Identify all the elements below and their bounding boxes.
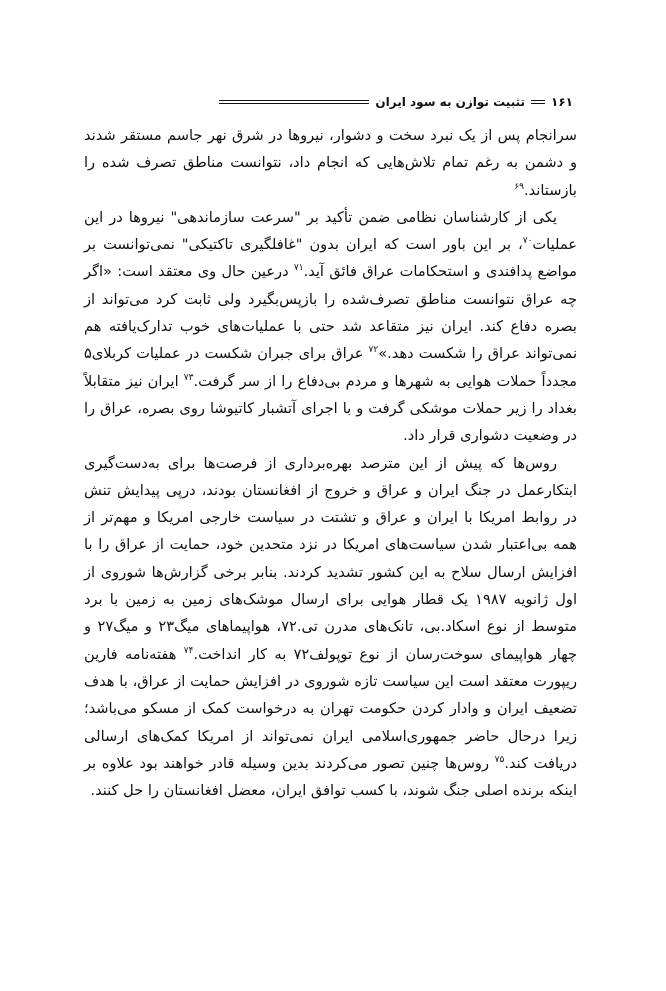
footnote-ref[interactable]: ۷۱ [293, 263, 304, 274]
text-run: درعین حال وی معتقد است: «اگر چه عراق نتوانست مناطق تصرف‌شده را بازپس‌بگیرد ولی ثابت کرد می‌تواند از بصره دفاع کند. ایران نیز متقاعد شد حتی با عملیات‌های خوب تدارک‌یافته هم نمی‌تواند عراق را شکست دهد.» [84, 263, 577, 363]
text-run: روس‌ها چنین تصور می‌کردند بدین وسیله قادر خواهند بود علاوه بر اینکه برنده اصلی جنگ شوند، با کسب توافق ایران، معضل افغانستان را حل کنند. [84, 754, 577, 800]
text-run: عراق برای جبران شکست در عملیات کربلای۵ مجدداً حملات هوایی به شهرها و مردم بی‌دفاع را از سر گرفت. [84, 345, 577, 390]
body-text [84, 122, 577, 804]
header-separator [531, 100, 545, 104]
header-rule [219, 100, 369, 104]
footnote-ref[interactable]: ۷۳ [183, 372, 194, 383]
text-run: ایران نیز متقابلاً بغداد را زیر حملات موشکی گرفت و با اجرای آتشبار کاتیوشا روی بصره، عراق را در وضعیت دشواری قرار داد. [84, 372, 577, 445]
footnote-ref[interactable]: ۷۵ [494, 754, 505, 765]
paragraph-3 [84, 450, 577, 805]
chapter-title: تثبیت توازن به سود ایران [375, 95, 526, 109]
text-run: ، بر این باور است که ایران بدون "غافلگیری تاکتیکی" نمی‌توانست بر مواضع پدافندی و استحکامات عراق فائق آید. [84, 236, 577, 281]
footnote-ref[interactable]: ۷۰ [522, 236, 533, 247]
footnote-ref[interactable]: ۶۹ [514, 181, 524, 192]
footnote-ref[interactable]: ۷۲ [368, 345, 379, 356]
running-header [88, 92, 573, 112]
page-number: ۱۶۱ [551, 95, 573, 109]
text-run: هفته‌نامه فارین ریپورت معتقد است این سیاست تازه شوروی در افزایش حمایت از عراق، با هدف تضعیف ایران و وادار کردن حکومت تهران به درخواست کمک از مسکو می‌باشد؛ زیرا درحال حاضر جمهوری‌اسلامی ایران نمی‌تواند از امریکا کمک‌های ارسالی دریافت کند. [84, 645, 577, 772]
paragraph-1 [84, 122, 577, 204]
paragraph-2 [84, 204, 577, 450]
text-run: یکی از کارشناسان نظامی ضمن تأکید بر "سرعت سازماندهی" نیروها در این عملیات [84, 208, 577, 254]
text-run: سرانجام پس از یک نبرد سخت و دشوار، نیروها در شرق نهر جاسم مستقر شدند و دشمن به رغم تمام تلاش‌هایی که انجام داد، نتوانست مناطق تصرف شده را بازستاند. [84, 127, 577, 199]
text-run: روس‌ها که پیش از این مترصد بهره‌برداری از فرصت‌ها برای به‌دست‌گیری ابتکارعمل در جنگ ایران و عراق و خروج از افغانستان بودند، درپی پیدایش تنش در روابط امریکا با ایران و عراق و تشتت در سیاست خارجی امریکا و مهم‌تر از همه بی‌اعتبار شدن سیاست‌های امریکا در نزد متحدین خود، حمایت از عراق را با افزایش ارسال سلاح به این کشور تشدید کردند. بنابر برخی گزارش‌ها شوروی از اول ژانویه ۱۹۸۷ یک قطار هوایی برای ارسال موشک‌های زمین به زمین با برد متوسط از نوع اسکاد.بی، تانک‌های مدرن تی.۷۲، هواپیماهای میگ۲۳ و میگ۲۷ و چهار هواپیمای سوخت‌رسان از نوع توپولف۷۲ به کار انداخت. [84, 454, 577, 663]
footnote-ref[interactable]: ۷۴ [183, 645, 194, 656]
